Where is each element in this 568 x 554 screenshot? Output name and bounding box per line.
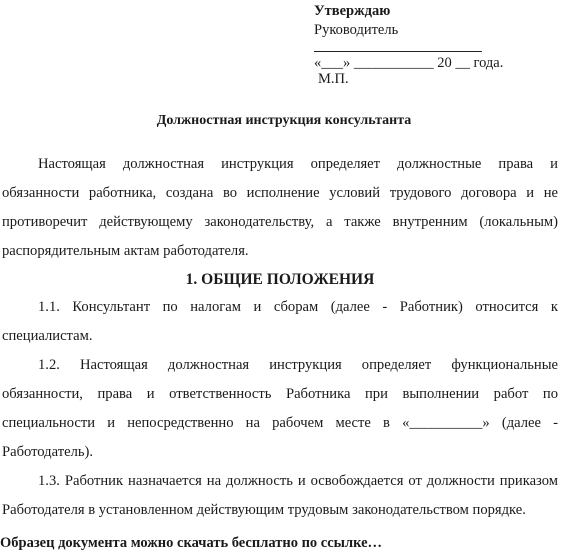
clause-1-1: 1.1. Консультант по налогам и сборам (далее - Работник) относится к специалистам. [2, 299, 558, 344]
clause-1-2: 1.2. Настоящая должностная инструкция определяет функциональные обязанности, права и ответственность Работника при выполнении работ по специальности и непосредственно на рабочем месте в «__________» (далее - Работодатель). [2, 357, 558, 460]
document-title: Должностная инструкция консультанта [156, 113, 412, 128]
approval-block [314, 2, 503, 89]
clause-1-3: 1.3. Работник назначается на должность и освобождается от должности приказом Работодателя в установленном действующим трудовым законодательством порядке. [2, 473, 558, 518]
approval-title: Утверждаю [314, 3, 391, 19]
stamp-place: М.П. [318, 71, 349, 87]
section-heading: 1. ОБЩИЕ ПОЛОЖЕНИЯ [185, 271, 375, 288]
document-body [2, 150, 558, 525]
approval-date-line: «___» ___________ 20 __ года. [314, 55, 504, 71]
download-link[interactable]: Образец документа можно скачать бесплатно по ссылке… [0, 535, 383, 551]
intro-paragraph: Настоящая должностная инструкция определяет должностные права и обязанности работника, создана во исполнение условий трудового договора и не противоречит действующему законодательству, а также внутренним (локальным) распорядительным актам работодателя. [2, 156, 558, 259]
approver-role: Руководитель [314, 22, 399, 38]
signature-line [314, 41, 482, 52]
